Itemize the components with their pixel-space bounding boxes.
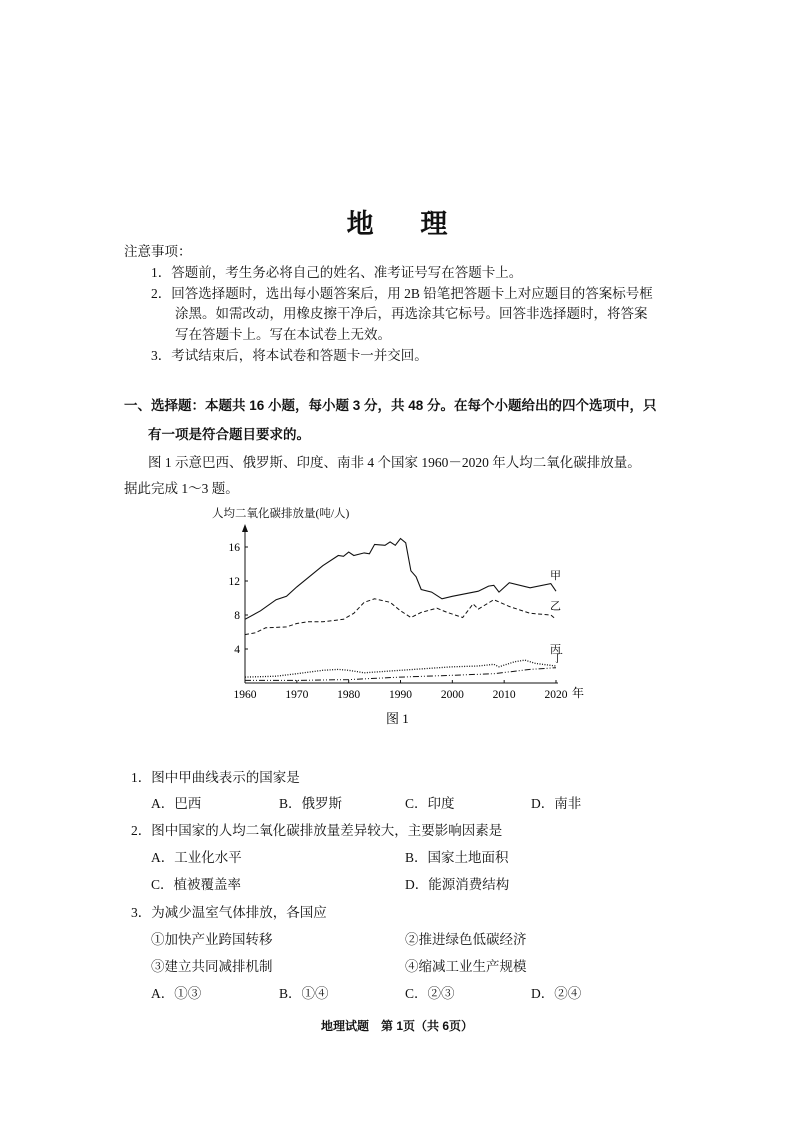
q3-option-d: D．②④	[531, 986, 582, 1001]
series-line-4	[245, 668, 556, 681]
q1-option-a: A．巴西	[151, 796, 202, 811]
notice-heading: 注意事项：	[124, 244, 192, 259]
question-3: 3．为减少温室气体排放，各国应	[131, 905, 327, 920]
figure-caption: 图 1	[386, 711, 409, 726]
q3-option-c: C．②③	[405, 986, 455, 1001]
notice-item: 涂黑。如需改动，用橡皮擦干净后，再选涂其它标号。回答非选择题时，将答案	[175, 306, 648, 321]
x-tick-label: 1990	[389, 689, 412, 701]
x-tick-label: 1980	[337, 689, 361, 701]
notice-item: 写在答题卡上。写在本试卷上无效。	[175, 327, 391, 342]
y-tick-label: 4	[234, 644, 240, 656]
q3-statement-3: ③建立共同减排机制	[151, 959, 273, 974]
series-label: 乙	[550, 600, 561, 613]
series-line-3	[245, 660, 556, 677]
series-label: 甲	[550, 570, 561, 583]
x-tick-label: 2000	[440, 689, 464, 701]
q2-option-c: C．植被覆盖率	[151, 877, 242, 892]
notice-item: 1．答题前，考生务必将自己的姓名、准考证号写在答题卡上。	[151, 265, 523, 280]
x-tick-label: 1970	[285, 689, 309, 701]
q3-option-a: A．①③	[151, 986, 202, 1001]
y-tick-label: 12	[228, 576, 240, 588]
intro-text-cont: 据此完成 1～3 题。	[124, 481, 239, 496]
q2-option-a: A．工业化水平	[151, 850, 242, 865]
section-heading-cont: 有一项是符合题目要求的。	[148, 427, 310, 442]
y-tick-label: 8	[234, 610, 240, 622]
series-label: 丙	[550, 644, 561, 656]
emission-chart	[200, 500, 600, 730]
q1-option-d: D．南非	[531, 796, 582, 811]
series-line-1	[245, 539, 556, 620]
x-tick-label: 2020	[544, 689, 568, 701]
q2-option-d: D．能源消费结构	[405, 877, 510, 892]
y-tick-label: 16	[228, 542, 240, 554]
y-axis-label: 人均二氧化碳排放量(吨/人)	[212, 508, 350, 520]
x-tick-label: 1960	[233, 689, 257, 701]
notice-item: 2．回答选择题时，选出每小题答案后，用 2B 铅笔把答题卡上对应题目的答案标号框	[151, 286, 653, 301]
series-line-2	[245, 599, 556, 635]
q3-statement-1: ①加快产业跨国转移	[151, 932, 273, 947]
q3-option-b: B．①④	[279, 986, 329, 1001]
page-title: 地 理	[346, 209, 468, 239]
y-axis-arrow	[242, 524, 248, 532]
question-1: 1．图中甲曲线表示的国家是	[131, 770, 300, 785]
x-tick-label: 2010	[492, 689, 516, 701]
q1-option-c: C．印度	[405, 796, 455, 811]
q3-statement-4: ④缩减工业生产规模	[405, 959, 527, 974]
page-footer: 地理试题 第 1页（共 6页）	[320, 1019, 474, 1033]
q1-option-b: B．俄罗斯	[279, 796, 343, 811]
question-2: 2．图中国家的人均二氧化碳排放量差异较大，主要影响因素是	[131, 823, 503, 838]
q3-statement-2: ②推进绿色低碳经济	[405, 932, 527, 947]
intro-text: 图 1 示意巴西、俄罗斯、印度、南非 4 个国家 1960－2020 年人均二氧化碳排放量。	[148, 455, 641, 470]
q2-option-b: B．国家土地面积	[405, 850, 509, 865]
section-heading: 一、选择题：本题共 16 小题，每小题 3 分，共 48 分。在每个小题给出的四个选项中，只	[124, 398, 657, 413]
series-label: 丁	[552, 652, 563, 665]
x-axis-label: 年	[572, 686, 585, 700]
notice-item: 3．考试结束后，将本试卷和答题卡一并交回。	[151, 348, 428, 363]
